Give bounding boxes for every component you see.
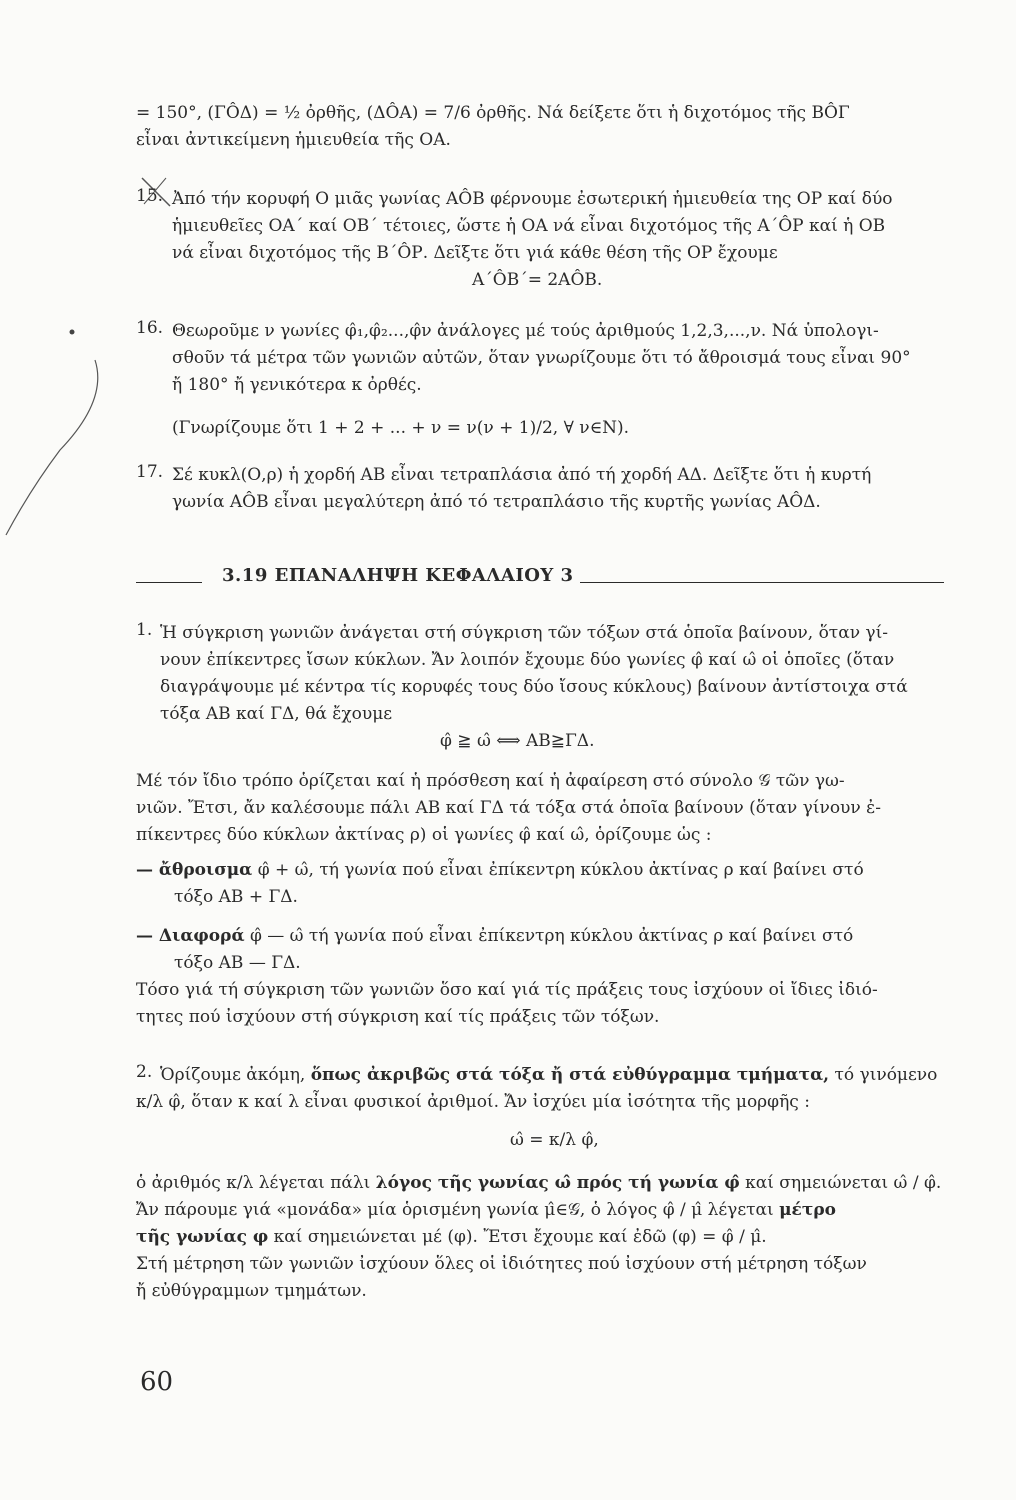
exercise-15-line: νά εἶναι διχοτόμος τῆς Β΄ÔΡ. Δεῖξτε ὅτι γιά κάθε θέση τῆς ΟΡ ἔχουμε <box>172 243 778 263</box>
item-2-line-7: ἤ εὐθύγραμμων τμημάτων. <box>136 1281 367 1301</box>
item-1-sum-text: φ̂ + ω̂, τή γωνία πού εἶναι ἐπίκεντρη κύκλου ἀκτίνας ρ καί βαίνει στό <box>257 860 864 880</box>
item-1-sum <box>136 857 960 884</box>
item-2-line-5-b: καί σημειώνεται μέ (φ). Ἔτσι ἔχουμε καί ἐδῶ (φ) = φ̂ / μ̂. <box>268 1227 767 1247</box>
item-2-number: 2. <box>136 1062 153 1082</box>
item-1-para2-line: πίκεντρες δύο κύκλων ἀκτίνας ρ) οἱ γωνίες φ̂ καί ω̂, ὁρίζουμε ὡς : <box>136 825 712 845</box>
exercise-15-formula: Α΄ÔΒ΄= 2ΑÔΒ. <box>472 270 603 290</box>
exercise-17-line: Σέ κυκλ(Ο,ρ) ἡ χορδή ΑΒ εἶναι τετραπλάσια ἀπό τή χορδή ΑΔ. Δεῖξτε ὅτι ἡ κυρτή <box>172 465 872 485</box>
top-line-1: = 150°, (ΓÔΔ) = ½ ὀρθῆς, (ΔÔΑ) = 7/6 ὀρθῆς. Νά δείξετε ὅτι ἡ διχοτόμος τῆς ΒÔΓ <box>136 103 850 123</box>
item-2-line-4-b: μέτρο <box>779 1200 836 1220</box>
item-2-line-6: Στή μέτρηση τῶν γωνιῶν ἰσχύουν ὅλες οἱ ἰδιότητες πού ἰσχύουν στή μέτρηση τόξων <box>136 1254 867 1274</box>
item-2-line-1-a: Ὁρίζουμε ἀκόμη, <box>160 1065 311 1085</box>
top-line-2: εἶναι ἀντικείμενη ἡμιευθεία τῆς ΟΑ. <box>136 130 451 150</box>
item-1-diff-label: — Διαφορά <box>136 926 245 946</box>
item-1-diff-line-2: τόξο ΑΒ — ΓΔ. <box>174 953 301 973</box>
heading-rule-right <box>580 582 944 583</box>
exercise-15-line: ἡμιευθεῖες ΟΑ΄ καί ΟΒ΄ τέτοιες, ὥστε ἡ ΟΑ νά εἶναι διχοτόμος τῆς Α΄ÔΡ καί ἡ ΟΒ <box>172 216 886 236</box>
section-heading <box>136 565 944 595</box>
exercise-16-line: Θεωροῦμε ν γωνίες φ̂₁,φ̂₂...,φ̂ν ἀνάλογες μέ τούς ἀριθμούς 1,2,3,...,ν. Νά ὑπολογι- <box>172 321 879 341</box>
exercise-16-hint: (Γνωρίζουμε ὅτι 1 + 2 + ... + ν = ν(ν + 1)/2, ∀ ν∈Ν). <box>172 418 630 438</box>
item-1-line: διαγράψουμε μέ κέντρα τίς κορυφές τους δύο ἴσους κύκλους) βαίνουν ἀντίστοιχα στά <box>160 677 908 697</box>
item-2-line-3-b: λόγος τῆς γωνίας ω̂ πρός τή γωνία φ̂ <box>375 1173 740 1193</box>
item-1-diff-text: φ̂ — ω̂ τή γωνία πού εἶναι ἐπίκεντρη κύκλου ἀκτίνας ρ καί βαίνει στό <box>249 926 854 946</box>
exercise-15-number: 15. <box>136 186 164 206</box>
item-2-line-4-a: Ἄν πάρουμε γιά «μονάδα» μία ὁρισμένη γωνία μ̂∈𝒢, ὁ λόγος φ̂ / μ̂ λέγεται <box>136 1200 780 1220</box>
item-1-para3-line: Τόσο γιά τή σύγκριση τῶν γωνιῶν ὅσο καί γιά τίς πράξεις τους ἰσχύουν οἱ ἴδιες ἰδιό- <box>136 980 878 1000</box>
item-2-line-3-a: ὁ ἀριθμός κ/λ λέγεται πάλι <box>136 1173 376 1193</box>
item-2-line-1 <box>160 1062 960 1089</box>
page-number: 60 <box>140 1367 174 1397</box>
item-1-diff <box>136 923 960 950</box>
top-continuation <box>136 100 956 154</box>
item-1 <box>136 620 960 1031</box>
item-1-para3-line: τητες πού ἰσχύουν στή σύγκριση καί τίς πράξεις τῶν τόξων. <box>136 1007 660 1027</box>
item-2-formula: ω̂ = κ/λ φ̂, <box>510 1130 599 1150</box>
exercise-15-line: Ἀπό τήν κορυφή Ο μιᾶς γωνίας ΑÔΒ φέρνουμε ἐσωτερική ἡμιευθεία της ΟΡ καί δύο <box>172 189 893 209</box>
item-2 <box>136 1062 960 1305</box>
item-1-line: τόξα ΑΒ καί ΓΔ, θά ἔχουμε <box>160 704 393 724</box>
exercise-16-line: ἤ 180° ἤ γενικότερα κ ὀρθές. <box>172 375 422 395</box>
exercise-16 <box>172 318 962 442</box>
item-2-line-1-c: τό γινόμενο <box>829 1065 938 1085</box>
item-1-line: νουν ἐπίκεντρες ἴσων κύκλων. Ἄν λοιπόν ἔχουμε δύο γωνίες φ̂ καί ω̂ οἱ ὁποῖες (ὅταν <box>160 650 895 670</box>
item-1-number: 1. <box>136 620 153 640</box>
exercise-16-number: 16. <box>136 318 164 338</box>
item-2-line-2: κ/λ φ̂, ὅταν κ καί λ εἶναι φυσικοί ἀριθμοί. Ἄν ἰσχύει μία ἰσότητα τῆς μορφῆς : <box>136 1092 810 1112</box>
item-2-line-3-c: καί σημειώνεται ω̂ / φ̂. <box>739 1173 942 1193</box>
exercise-17-number: 17. <box>136 462 164 482</box>
item-2-line-4 <box>136 1197 960 1224</box>
item-1-para2-line: νιῶν. Ἔτσι, ἄν καλέσουμε πάλι ΑΒ καί ΓΔ τά τόξα στά ὁποῖα βαίνουν (ὅταν γίνουν ἐ- <box>136 798 881 818</box>
exercise-17 <box>172 462 962 516</box>
exercise-17-line: γωνία ΑÔΒ εἶναι μεγαλύτερη ἀπό τό τετραπλάσιο τῆς κυρτῆς γωνίας ΑÔΔ. <box>172 492 821 512</box>
item-1-line: Ἡ σύγκριση γωνιῶν ἀνάγεται στή σύγκριση τῶν τόξων στά ὁποῖα βαίνουν, ὅταν γί- <box>160 623 889 643</box>
item-1-sum-label: — ἄθροισμα <box>136 860 253 880</box>
item-2-line-1-b: ὅπως ἀκριβῶς στά τόξα ἤ στά εὐθύγραμμα τμήματα, <box>310 1065 830 1085</box>
item-1-formula: φ̂ ≧ ω̂ ⟺ ΑΒ≧ΓΔ. <box>440 731 595 751</box>
exercise-16-line: σθοῦν τά μέτρα τῶν γωνιῶν αὐτῶν, ὅταν γνωρίζουμε ὅτι τό ἄθροισμά τους εἶναι 90° <box>172 348 911 368</box>
heading-rule-left <box>136 582 202 583</box>
item-1-para2-line: Μέ τόν ἴδιο τρόπο ὁρίζεται καί ἡ πρόσθεση καί ἡ ἀφαίρεση στό σύνολο 𝒢 τῶν γω- <box>136 771 845 791</box>
margin-pencil-mark <box>0 320 110 540</box>
item-2-line-5 <box>136 1224 960 1251</box>
item-1-sum-line-2: τόξο ΑΒ + ΓΔ. <box>174 887 298 907</box>
item-2-line-5-a: τῆς γωνίας φ <box>136 1227 269 1247</box>
exercise-15 <box>172 186 962 294</box>
item-2-line-3 <box>136 1170 960 1197</box>
section-heading-title: 3.19 ΕΠΑΝΑΛΗΨΗ ΚΕΦΑΛΑΙΟΥ 3 <box>222 565 574 586</box>
